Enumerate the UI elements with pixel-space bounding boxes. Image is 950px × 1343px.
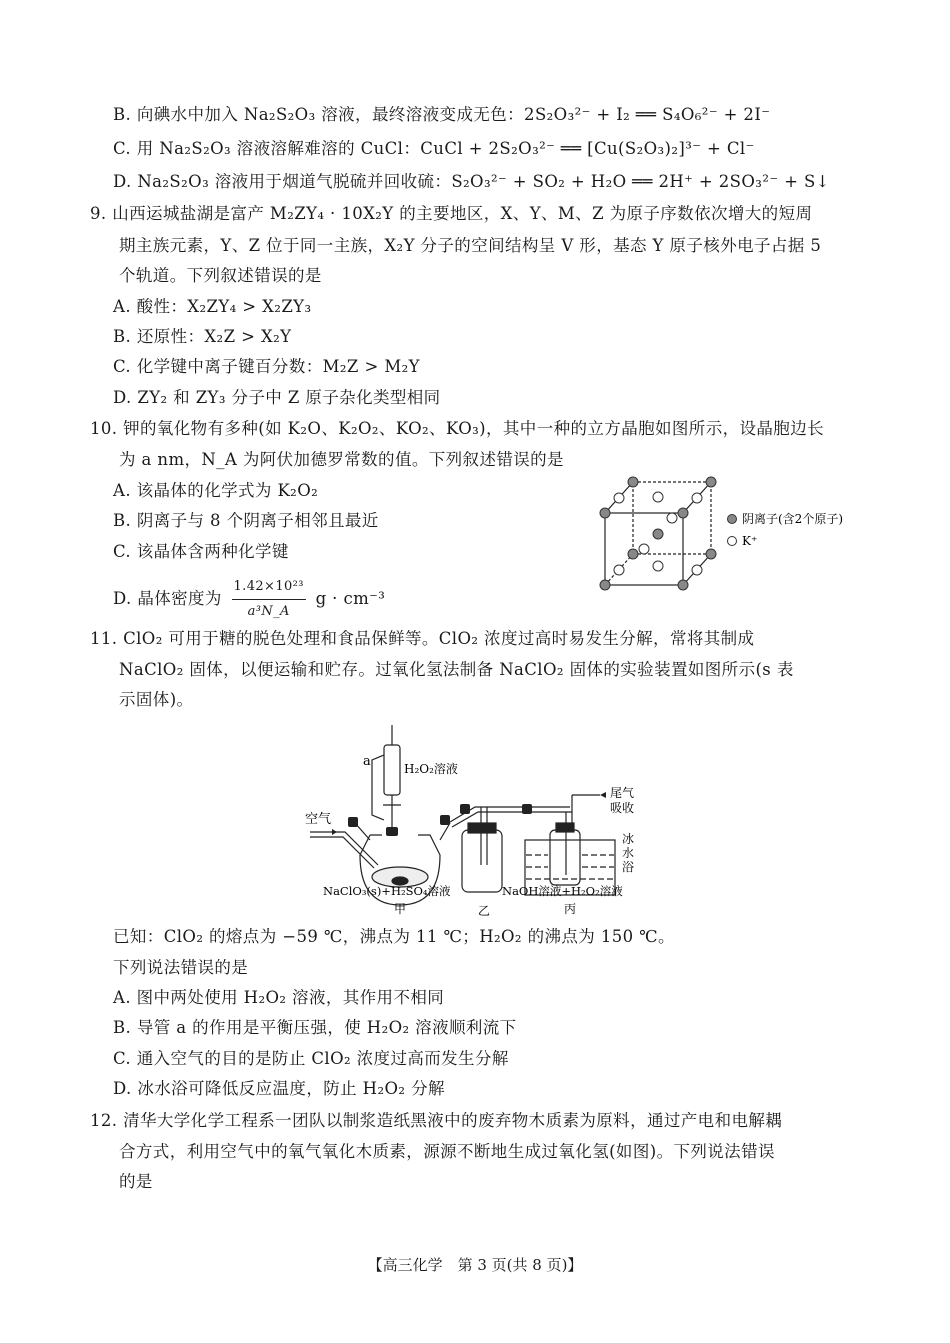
crystal-cell-figure bbox=[590, 470, 880, 600]
q8-option-d: D. Na₂S₂O₃ 溶液用于烟道气脱硫并回收硫：S₂O₃²⁻ + SO₂ + H₂O ══ 2H⁺ + 2SO₃²⁻ + S↓ bbox=[113, 172, 830, 191]
q10-stem-line2: 为 a nm，N_A 为阿伏加德罗常数的值。下列叙述错误的是 bbox=[119, 450, 564, 469]
q9-stem-line2: 期主族元素，Y、Z 位于同一主族，X₂Y 分子的空间结构呈 V 形，基态 Y 原子核外电子占据 5 bbox=[119, 236, 822, 255]
apparatus-jia-label: 甲 bbox=[394, 902, 407, 916]
q10-option-b: B. 阴离子与 8 个阴离子相邻且最近 bbox=[113, 511, 379, 530]
tube-clamps bbox=[348, 804, 532, 836]
ice-bath-label-3: 浴 bbox=[622, 860, 635, 874]
apparatus-bing-label: 丙 bbox=[564, 902, 577, 916]
q11-ask: 下列说法错误的是 bbox=[113, 958, 249, 977]
beaker-contents-label: NaOH溶液+H₂O₂溶液 bbox=[502, 884, 623, 898]
page-footer: 【高三化学 第 3 页(共 8 页)】 bbox=[367, 1256, 583, 1274]
ice-bath-label-1: 冰 bbox=[622, 832, 635, 846]
h2o2-label: H₂O₂溶液 bbox=[404, 762, 458, 776]
q11-option-c: C. 通入空气的目的是防止 ClO₂ 浓度过高而发生分解 bbox=[113, 1049, 509, 1068]
q9-stem-line1: 9. 山西运城盐湖是富产 M₂ZY₄ · 10X₂Y 的主要地区，X、Y、M、Z 为原子序数依次增大的短周 bbox=[90, 204, 813, 223]
density-denominator: a³N_A bbox=[247, 604, 290, 619]
legend-anion-marker bbox=[728, 515, 737, 524]
q10-option-c: C. 该晶体含两种化学键 bbox=[113, 542, 289, 561]
q9-option-d: D. ZY₂ 和 ZY₃ 分子中 Z 原子杂化类型相同 bbox=[113, 388, 441, 407]
flask-contents-label: NaClO₃(s)+H₂SO₄溶液 bbox=[323, 884, 451, 898]
q10-option-a: A. 该晶体的化学式为 K₂O₂ bbox=[113, 481, 319, 500]
apparatus-yi-label: 乙 bbox=[478, 904, 491, 918]
apparatus-figure bbox=[300, 715, 660, 920]
q8-option-b: B. 向碘水中加入 Na₂S₂O₃ 溶液，最终溶液变成无色：2S₂O₃²⁻ + I₂ ══ S₄O₆²⁻ + 2I⁻ bbox=[113, 105, 771, 124]
q9-stem-line3: 个轨道。下列叙述错误的是 bbox=[119, 266, 322, 285]
q11-option-b: B. 导管 a 的作用是平衡压强，使 H₂O₂ 溶液顺利流下 bbox=[113, 1018, 517, 1037]
air-label: 空气 bbox=[305, 812, 332, 827]
apparatus-drawing bbox=[310, 725, 615, 905]
tube-a-label: a bbox=[363, 754, 371, 769]
density-fraction bbox=[232, 576, 306, 623]
q11-option-d: D. 冰水浴可降低反应温度，防止 H₂O₂ 分解 bbox=[113, 1079, 445, 1098]
legend-anion-label: 阴离子(含2个原子) bbox=[742, 512, 843, 526]
legend-k-marker bbox=[728, 537, 737, 546]
q11-known-conditions: 已知：ClO₂ 的熔点为 −59 ℃，沸点为 11 ℃；H₂O₂ 的沸点为 150 ℃。 bbox=[113, 927, 675, 946]
q11-stem-line1: 11. ClO₂ 可用于糖的脱色处理和食品保鲜等。ClO₂ 浓度过高时易发生分解，常将其制成 bbox=[90, 629, 755, 648]
q12-stem-line3: 的是 bbox=[119, 1172, 153, 1191]
ice-bath-label-2: 水 bbox=[622, 846, 635, 860]
density-numerator: 1.42×10²³ bbox=[232, 576, 306, 600]
tail-gas-label-2: 吸收 bbox=[610, 801, 635, 815]
density-unit: g · cm⁻³ bbox=[315, 589, 386, 608]
q11-stem-line2: NaClO₂ 固体，以便运输和贮存。过氧化氢法制备 NaClO₂ 固体的实验装置如图所示(s 表 bbox=[119, 660, 794, 679]
q10-stem-line1: 10. 钾的氧化物有多种(如 K₂O、K₂O₂、KO₂、KO₃)，其中一种的立方晶胞如图所示，设晶胞边长 bbox=[90, 419, 825, 438]
q9-option-c: C. 化学键中离子键百分数：M₂Z > M₂Y bbox=[113, 357, 420, 376]
q10-option-d bbox=[113, 576, 385, 623]
tail-gas-label-1: 尾气 bbox=[610, 786, 635, 800]
q12-stem-line1: 12. 清华大学化学工程系一团队以制浆造纸黑液中的废弃物木质素为原料，通过产电和电解耦 bbox=[90, 1111, 783, 1130]
q11-option-a: A. 图中两处使用 H₂O₂ 溶液，其作用不相同 bbox=[113, 988, 445, 1007]
air-arrow bbox=[332, 829, 337, 835]
q11-stem-line3: 示固体)。 bbox=[119, 690, 194, 709]
q9-option-b: B. 还原性：X₂Z > X₂Y bbox=[113, 327, 292, 346]
q10-option-d-prefix: D. 晶体密度为 bbox=[113, 589, 222, 608]
tail-gas-arrow bbox=[600, 792, 606, 798]
q8-option-c: C. 用 Na₂S₂O₃ 溶液溶解难溶的 CuCl：CuCl + 2S₂O₃²⁻ ══ [Cu(S₂O₃)₂]³⁻ + Cl⁻ bbox=[113, 139, 755, 158]
q12-stem-line2: 合方式，利用空气中的氧气氧化木质素，源源不断地生成过氧化氢(如图)。下列说法错误 bbox=[119, 1142, 775, 1161]
q9-option-a: A. 酸性：X₂ZY₄ > X₂ZY₃ bbox=[113, 297, 312, 316]
legend-k-label: K⁺ bbox=[742, 534, 758, 548]
